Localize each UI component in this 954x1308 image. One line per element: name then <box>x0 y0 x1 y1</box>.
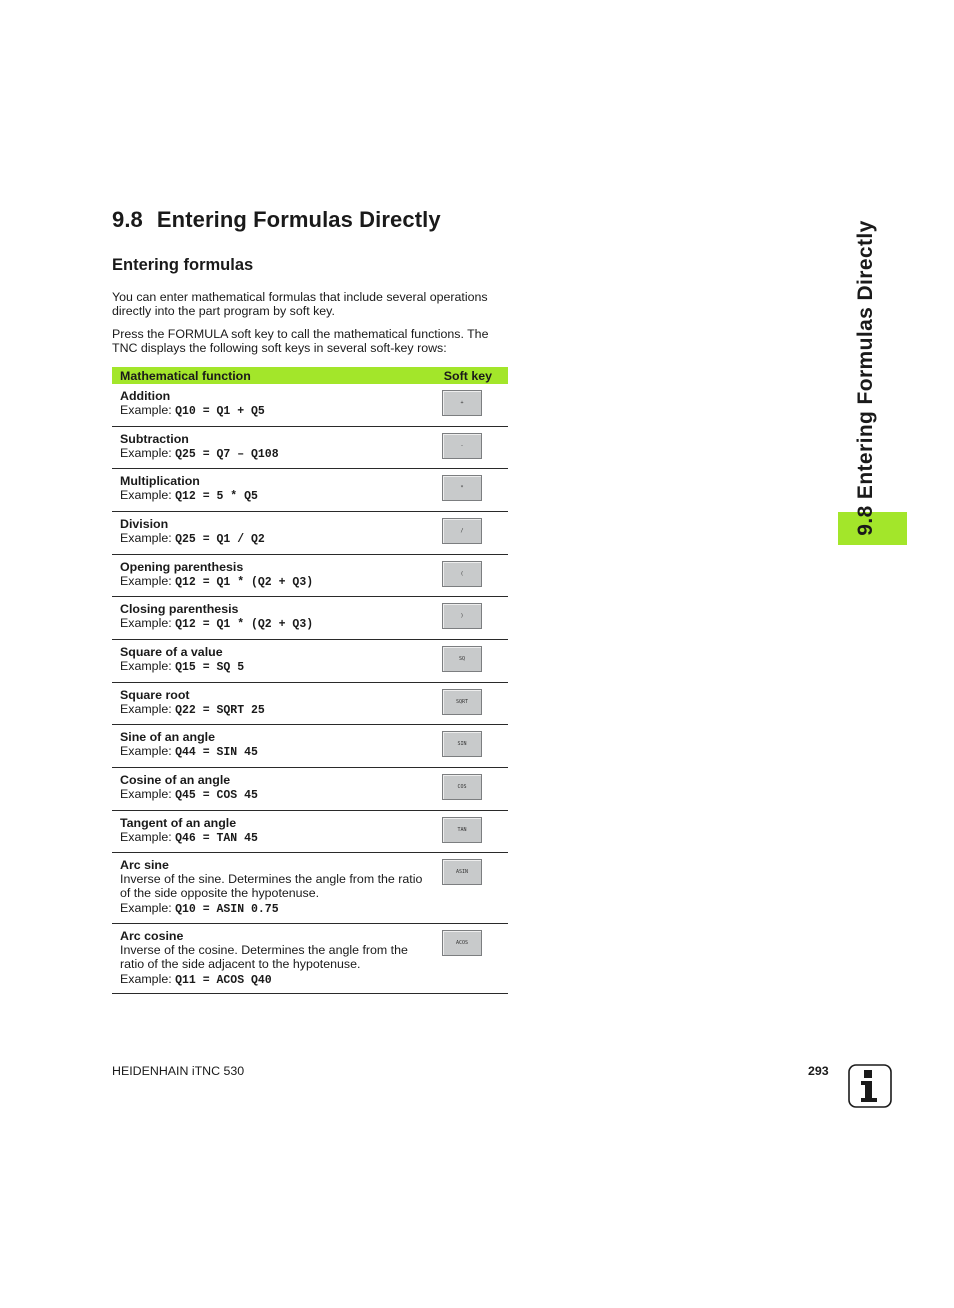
example-code: Q25 = Q7 – Q108 <box>175 448 279 462</box>
function-name: Closing parenthesis <box>120 602 239 616</box>
table-row <box>112 768 508 811</box>
section-title <box>112 207 441 233</box>
intro-paragraph-2: Press the FORMULA soft key to call the mathematical functions. The TNC displays the following soft keys in several soft-key rows: <box>112 327 489 355</box>
example-code: Q15 = SQ 5 <box>175 661 245 675</box>
example-label: Example: <box>120 616 176 631</box>
example-label: Example: <box>120 446 176 461</box>
softkey-button[interactable]: TAN <box>442 817 482 843</box>
intro-paragraph-1: You can enter mathematical formulas that include several operations directly into the part program by soft key. <box>112 290 488 318</box>
example-label: Example: <box>120 900 176 915</box>
function-name: Subtraction <box>120 432 189 446</box>
example-label: Example: <box>120 403 176 418</box>
table-row <box>112 512 508 555</box>
footer-product: HEIDENHAIN iTNC 530 <box>112 1064 245 1078</box>
table-row <box>112 384 508 427</box>
table-row <box>112 683 508 725</box>
subsection-title: Entering formulas <box>112 256 254 274</box>
example-label: Example: <box>120 787 176 802</box>
info-icon <box>848 1064 892 1108</box>
function-name: Sine of an angle <box>120 730 216 744</box>
softkey-button[interactable]: SQRT <box>442 689 482 715</box>
softkey-button[interactable]: COS <box>442 774 482 800</box>
softkey-button[interactable]: / <box>442 518 482 544</box>
softkey-button[interactable]: ACOS <box>442 930 482 956</box>
header-softkey: Soft key <box>443 368 492 383</box>
table-row <box>112 555 508 597</box>
softkey-button[interactable]: SIN <box>442 731 482 757</box>
softkey-button[interactable]: * <box>442 475 482 501</box>
table-row <box>112 427 508 469</box>
softkey-button[interactable]: ASIN <box>442 859 482 885</box>
table-row <box>112 853 508 924</box>
function-table <box>112 367 508 994</box>
function-name: Cosine of an angle <box>120 773 231 787</box>
example-code: Q12 = Q1 * (Q2 + Q3) <box>175 576 314 590</box>
example-code: Q11 = ACOS Q40 <box>175 973 272 987</box>
function-description: Inverse of the sine. Determines the angle from the ratio of the side opposite the hypotenuse. <box>120 872 423 901</box>
table-header <box>112 367 508 384</box>
example-label: Example: <box>120 971 176 986</box>
function-name: Arc sine <box>120 858 169 872</box>
softkey-button[interactable]: ( <box>442 561 482 587</box>
header-function: Mathematical function <box>120 368 251 383</box>
function-name: Arc cosine <box>120 929 184 943</box>
function-name: Addition <box>120 389 171 403</box>
function-name: Division <box>120 517 169 531</box>
example-label: Example: <box>120 531 176 546</box>
table-row <box>112 924 508 994</box>
example-code: Q10 = ASIN 0.75 <box>175 902 279 916</box>
example-label: Example: <box>120 488 176 503</box>
function-name: Square of a value <box>120 645 223 659</box>
example-code: Q25 = Q1 / Q2 <box>175 533 265 547</box>
example-label: Example: <box>120 702 176 717</box>
table-body <box>112 384 508 994</box>
table-row <box>112 469 508 512</box>
softkey-button[interactable]: - <box>442 433 482 459</box>
function-name: Opening parenthesis <box>120 560 244 574</box>
example-label: Example: <box>120 744 176 759</box>
example-label: Example: <box>120 574 176 589</box>
softkey-button[interactable]: + <box>442 390 482 416</box>
softkey-button[interactable]: ) <box>442 603 482 629</box>
example-code: Q12 = Q1 * (Q2 + Q3) <box>175 618 314 632</box>
softkey-button[interactable]: SQ <box>442 646 482 672</box>
side-chapter-title: 9.8 Entering Formulas Directly <box>854 220 877 536</box>
section-number: 9.8 <box>112 207 143 232</box>
function-name: Square root <box>120 688 190 702</box>
function-description: Inverse of the cosine. Determines the angle from the ratio of the side adjacent to the hypotenuse. <box>120 943 408 972</box>
table-row <box>112 725 508 768</box>
function-name: Tangent of an angle <box>120 816 237 830</box>
table-row <box>112 640 508 683</box>
section-title-text: Entering Formulas Directly <box>156 207 441 232</box>
example-code: Q12 = 5 * Q5 <box>175 490 258 504</box>
function-name: Multiplication <box>120 474 200 488</box>
example-code: Q45 = COS 45 <box>175 789 258 803</box>
example-code: Q10 = Q1 + Q5 <box>175 405 265 419</box>
example-code: Q44 = SIN 45 <box>175 746 258 760</box>
example-label: Example: <box>120 659 176 674</box>
example-label: Example: <box>120 830 176 845</box>
page-number: 293 <box>808 1064 829 1078</box>
example-code: Q46 = TAN 45 <box>175 832 258 846</box>
function-example <box>120 901 508 917</box>
example-code: Q22 = SQRT 25 <box>175 704 265 718</box>
table-row <box>112 811 508 853</box>
function-example <box>120 972 508 988</box>
table-row <box>112 597 508 640</box>
